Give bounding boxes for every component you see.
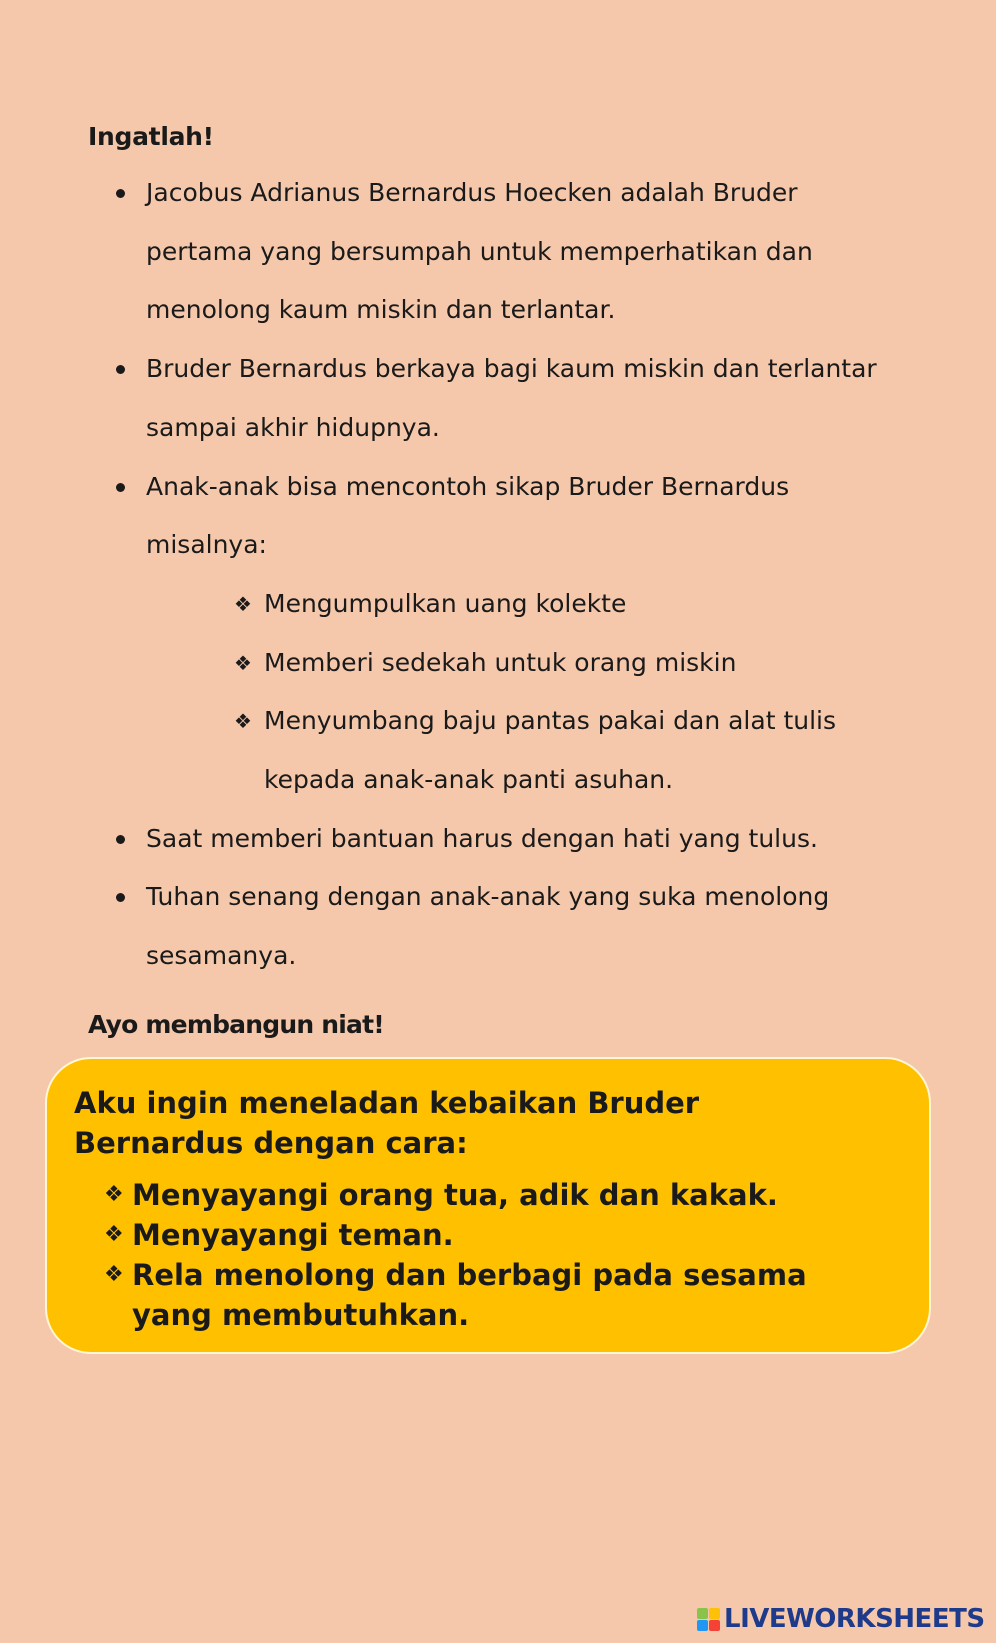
list-item-line: Anak-anak bisa mencontoh sikap Bruder Bernardus	[146, 471, 790, 501]
intent-item-line: yang membutuhkan.	[132, 1298, 470, 1332]
intent-box-title	[74, 1083, 774, 1163]
sub-list-line: Memberi sedekah untuk orang miskin	[264, 647, 737, 677]
intent-heading: Ayo membangun niat!	[88, 1010, 384, 1039]
intent-list	[104, 1175, 892, 1335]
logo-tile	[697, 1608, 708, 1619]
list-item	[146, 164, 916, 340]
diamond-bullet-icon: ❖	[234, 709, 252, 734]
diamond-bullet-icon: ❖	[234, 650, 252, 675]
list-item-line: Jacobus Adrianus Bernardus Hoecken adalah Bruder	[146, 178, 798, 207]
list-item-line: sampai akhir hidupnya.	[146, 412, 440, 442]
example-sublist	[146, 575, 916, 810]
list-item-line: sesamanya.	[146, 941, 297, 971]
list-item-line: Tuhan senang dengan anak-anak yang suka menolong	[146, 882, 830, 912]
intent-item-line: Rela menolong dan berbagi pada sesama	[132, 1258, 807, 1292]
sub-list-item	[234, 634, 916, 693]
logo-tile	[697, 1620, 708, 1631]
brand-name: LIVEWORKSHEETS	[724, 1604, 985, 1634]
sub-list-item	[234, 575, 916, 634]
list-item	[146, 458, 916, 810]
intent-item-line: Menyayangi teman.	[132, 1218, 454, 1252]
bullet-dot-icon	[116, 483, 125, 492]
bullet-dot-icon	[116, 893, 125, 902]
diamond-bullet-icon: ❖	[104, 1222, 124, 1247]
logo-tile	[709, 1620, 720, 1631]
intent-item	[104, 1255, 892, 1335]
intent-item	[104, 1175, 892, 1215]
sub-list-line: Menyumbang baju pantas pakai dan alat tulis	[264, 706, 837, 736]
list-item-line: pertama yang bersumpah untuk memperhatikan dan	[146, 236, 813, 266]
liveworksheets-brand[interactable]	[697, 1604, 985, 1634]
list-item	[146, 340, 916, 457]
list-item-line: Saat memberi bantuan harus dengan hati yang tulus.	[146, 823, 818, 853]
bullet-dot-icon	[116, 189, 125, 198]
list-item-line: menolong kaum miskin dan terlantar.	[146, 295, 616, 325]
diamond-bullet-icon: ❖	[104, 1262, 124, 1287]
bullet-dot-icon	[116, 365, 125, 374]
intent-item-line: Menyayangi orang tua, adik dan kakak.	[132, 1178, 778, 1212]
logo-tile	[709, 1608, 720, 1619]
remember-heading: Ingatlah!	[88, 122, 214, 151]
diamond-bullet-icon: ❖	[234, 591, 252, 616]
intent-item	[104, 1215, 892, 1255]
list-item-line: misalnya:	[146, 530, 267, 560]
sub-list-line: Mengumpulkan uang kolekte	[264, 588, 627, 618]
intent-box	[45, 1057, 931, 1354]
list-item	[146, 868, 916, 985]
list-item	[146, 810, 916, 869]
intent-box-title-line: Bernardus dengan cara:	[74, 1126, 468, 1160]
remember-list	[146, 164, 916, 986]
intent-box-title-line: Aku ingin meneladan kebaikan Bruder	[74, 1086, 700, 1120]
sub-list-item	[234, 692, 916, 809]
list-item-line: Bruder Bernardus berkaya bagi kaum miskin dan terlantar	[146, 354, 877, 384]
bullet-dot-icon	[116, 835, 125, 844]
liveworksheets-logo-icon	[697, 1608, 720, 1631]
sub-list-line: kepada anak-anak panti asuhan.	[264, 765, 674, 795]
diamond-bullet-icon: ❖	[104, 1182, 124, 1207]
page-right-edge	[996, 0, 1000, 1643]
